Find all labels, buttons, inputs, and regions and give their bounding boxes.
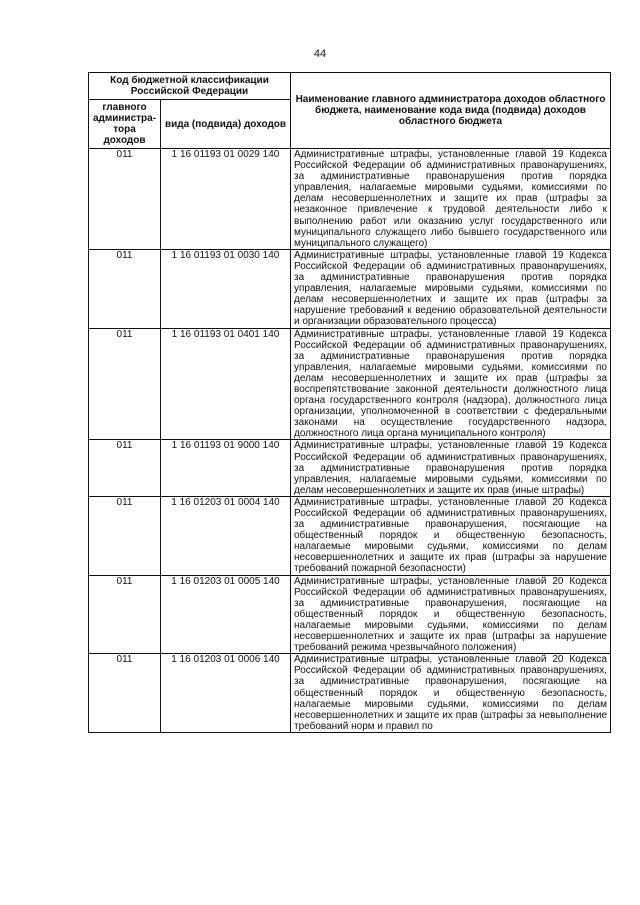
table-row [89, 654, 611, 733]
income-code-cell: 1 16 01193 01 0029 140 [161, 149, 291, 250]
table-row [89, 575, 611, 654]
table-body [89, 149, 611, 733]
kbk-header: Код бюджетной классификации Российской Федерации [89, 73, 291, 100]
table-row [89, 496, 611, 575]
income-name-cell: Административные штрафы, установленные главой 19 Кодекса Российской Федерации об административных правонарушениях, за административные правонарушения против порядка управления, налагаемые мировыми судьями, комиссиями по делам несовершеннолетних и защите их прав (штрафы за воспрепятствование законной деятельности должностного лица органа государственного контроля (надзора), должностного лица организации, уполномоченной в соответствии с федеральными законами на осуществление государственного надзора, должностного лица органа муниципального контроля) [291, 328, 611, 440]
table-row [89, 149, 611, 250]
admin-code-cell: 011 [89, 575, 161, 654]
income-code-cell: 1 16 01193 01 0030 140 [161, 249, 291, 328]
income-name-cell: Административные штрафы, установленные главой 19 Кодекса Российской Федерации об административных правонарушениях, за административные правонарушения против порядка управления, налагаемые мировыми судьями, комиссиями по делам несовершеннолетних и защите их прав (штрафы за незаконное привлечение к трудовой деятельности либо к выполнению работ или оказанию услуг государственного или муниципального служащего либо бывшего государственного или муниципального служащего) [291, 149, 611, 250]
table-row [89, 440, 611, 496]
income-code-cell: 1 16 01193 01 0401 140 [161, 328, 291, 440]
income-name-cell: Административные штрафы, установленные главой 20 Кодекса Российской Федерации об административных правонарушениях, за административные правонарушения, посягающие на общественный порядок и общественную безопасность, налагаемые мировыми судьями, комиссиями по делам несовершеннолетних и защите их прав (штрафы за нарушение требований пожарной безопасности) [291, 496, 611, 575]
name-header: Наименование главного администратора доходов областного бюджета, наименование кода вида (подвида) доходов областного бюджета [291, 73, 611, 149]
income-name-cell: Административные штрафы, установленные главой 19 Кодекса Российской Федерации об административных правонарушениях, за административные правонарушения против порядка управления, налагаемые мировыми судьями, комиссиями по делам несовершеннолетних и защите их прав (иные штрафы) [291, 440, 611, 496]
income-name-cell: Административные штрафы, установленные главой 20 Кодекса Российской Федерации об административных правонарушениях, за административные правонарушения, посягающие на общественный порядок и общественную безопасность, налагаемые мировыми судьями, комиссиями по делам несовершеннолетних и защите их прав (штрафы за невыполнение требований норм и правил по [291, 654, 611, 733]
income-code-cell: 1 16 01193 01 9000 140 [161, 440, 291, 496]
type-header: вида (подвида) доходов [161, 100, 291, 149]
admin-code-cell: 011 [89, 654, 161, 733]
admin-header: главного администра-тора доходов [89, 100, 161, 149]
budget-classification-table [88, 72, 611, 733]
table-row [89, 249, 611, 328]
admin-code-cell: 011 [89, 440, 161, 496]
table-row [89, 328, 611, 440]
income-name-cell: Административные штрафы, установленные главой 20 Кодекса Российской Федерации об административных правонарушениях, за административные правонарушения, посягающие на общественный порядок и общественную безопасность, налагаемые мировыми судьями, комиссиями по делам несовершеннолетних и защите их прав (штрафы за нарушение требований режима чрезвычайного положения) [291, 575, 611, 654]
admin-code-cell: 011 [89, 249, 161, 328]
admin-code-cell: 011 [89, 496, 161, 575]
income-code-cell: 1 16 01203 01 0005 140 [161, 575, 291, 654]
admin-code-cell: 011 [89, 328, 161, 440]
income-name-cell: Административные штрафы, установленные главой 19 Кодекса Российской Федерации об административных правонарушениях, за административные правонарушения против порядка управления, налагаемые мировыми судьями, комиссиями по делам несовершеннолетних и защите их прав (штрафы за нарушение требований к ведению образовательной деятельности и организации образовательного процесса) [291, 249, 611, 328]
income-code-cell: 1 16 01203 01 0006 140 [161, 654, 291, 733]
income-code-cell: 1 16 01203 01 0004 140 [161, 496, 291, 575]
admin-code-cell: 011 [89, 149, 161, 250]
page-number: 44 [313, 48, 327, 60]
